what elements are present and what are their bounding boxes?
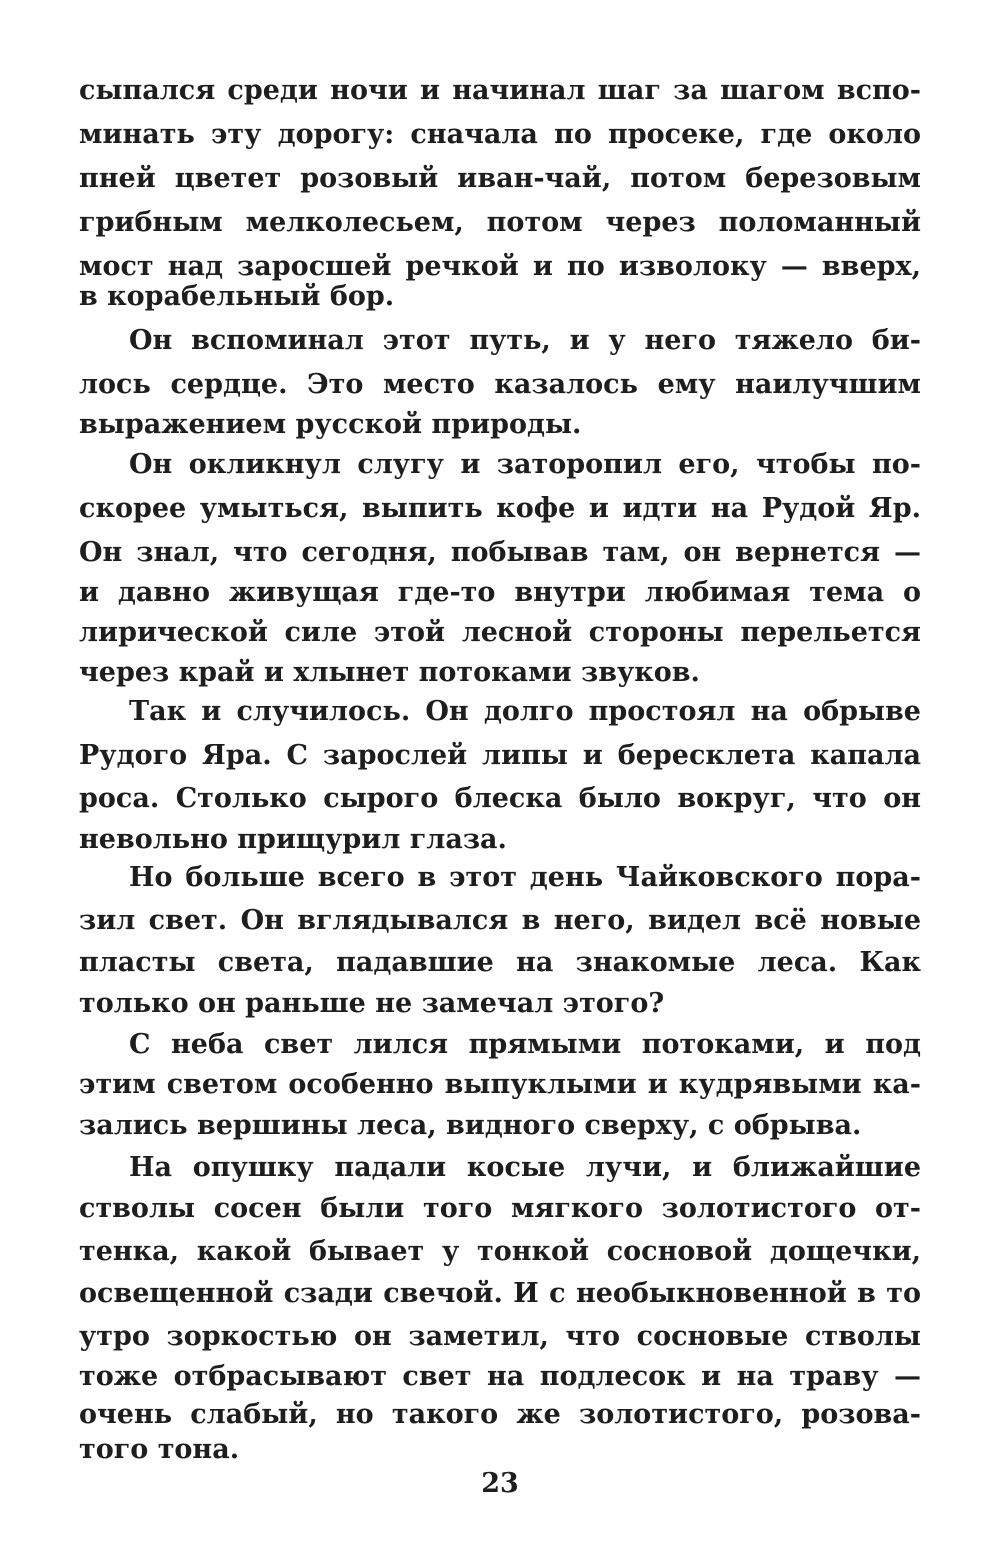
text-line: пней цветет розовый иван-чай, потом березовым bbox=[79, 163, 921, 194]
paragraph-first-line: С неба свет лился прямыми потоками, и под bbox=[129, 1029, 921, 1060]
text-line: очень слабый, но такого же золотистого, розова- bbox=[79, 1399, 921, 1430]
text-line: утро зоркостью он заметил, что сосновые стволы bbox=[79, 1321, 921, 1352]
text-line: выражением русской природы. bbox=[79, 409, 582, 440]
text-line: скорее умыться, выпить кофе и идти на Рудой Яр. bbox=[79, 493, 921, 524]
text-line: зались вершины леса, видного сверху, с обрыва. bbox=[79, 1110, 862, 1141]
text-line: этим светом особенно выпуклыми и кудрявыми ка- bbox=[79, 1069, 921, 1100]
text-line: роса. Столько сырого блеска было вокруг, что он bbox=[79, 783, 921, 814]
text-line: тенка, какой бывает у тонкой сосновой дощечки, bbox=[79, 1236, 921, 1267]
text-line: зил свет. Он вглядывался в него, видел всё новые bbox=[79, 905, 921, 936]
text-line: Рудого Яра. С зарослей липы и бересклета капала bbox=[79, 740, 921, 771]
text-line: того тона. bbox=[79, 1434, 240, 1465]
text-line: Он знал, что сегодня, побывав там, он вернется — bbox=[79, 537, 921, 568]
text-line: лось сердце. Это место казалось ему наилучшим bbox=[79, 369, 921, 400]
text-line: минать эту дорогу: сначала по просеке, где около bbox=[79, 119, 921, 150]
paragraph-first-line: Он вспоминал этот путь, и у него тяжело би- bbox=[129, 325, 921, 356]
paragraph-first-line: На опушку падали косые лучи, и ближайшие bbox=[129, 1152, 921, 1183]
paragraph-first-line: Он окликнул слугу и заторопил его, чтобы по- bbox=[129, 449, 921, 480]
text-line: мост над заросшей речкой и по изволоку — вверх, bbox=[79, 251, 921, 282]
text-line: невольно прищурил глаза. bbox=[79, 824, 507, 855]
text-line: грибным мелколесьем, потом через поломанный bbox=[79, 207, 921, 238]
text-line: лирической силе этой лесной стороны перельется bbox=[79, 617, 921, 648]
text-line: тоже отбрасывают свет на подлесок и на траву — bbox=[79, 1361, 921, 1392]
text-line: только он раньше не замечал этого? bbox=[79, 988, 665, 1019]
text-line: стволы сосен были того мягкого золотистого от- bbox=[79, 1193, 921, 1224]
text-line: освещенной сзади свечой. И с необыкновенной в то bbox=[79, 1278, 921, 1309]
text-line: сыпался среди ночи и начинал шаг за шагом вспо- bbox=[79, 75, 921, 106]
page-number: 23 bbox=[481, 1468, 519, 1499]
text-line: и давно живущая где-то внутри любимая тема о bbox=[79, 577, 921, 608]
paragraph-first-line: Так и случилось. Он долго простоял на обрыве bbox=[129, 696, 921, 727]
text-line: пласты света, падавшие на знакомые леса. Как bbox=[79, 947, 921, 978]
text-line: через край и хлынет потоками звуков. bbox=[79, 657, 700, 688]
text-line: в корабельный бор. bbox=[79, 281, 395, 312]
paragraph-first-line: Но больше всего в этот день Чайковского пора- bbox=[129, 862, 921, 893]
